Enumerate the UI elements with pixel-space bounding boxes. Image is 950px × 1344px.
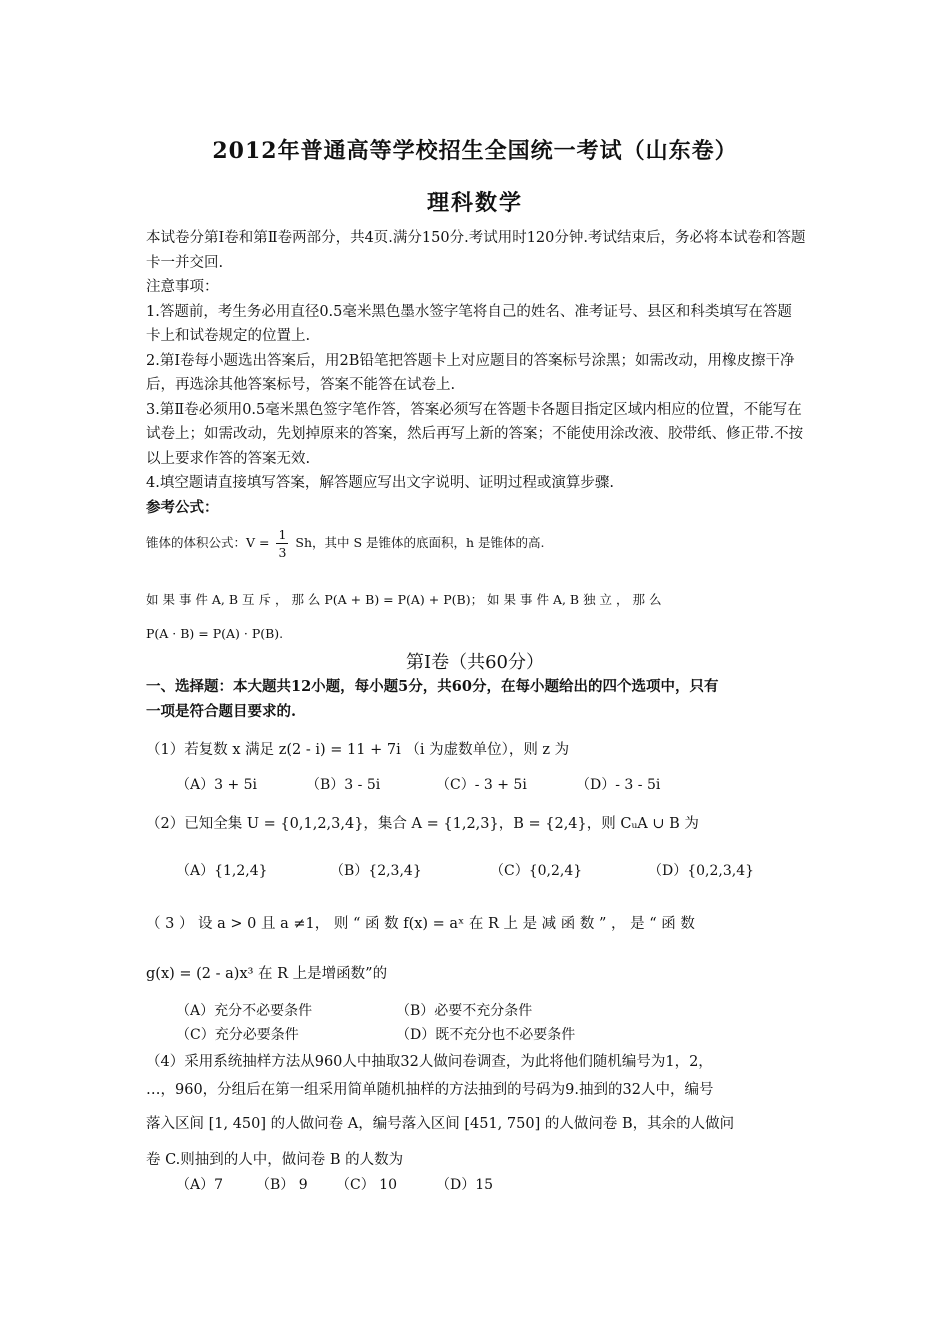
- question-2-option-b: （B）{2,3,4}: [330, 863, 422, 879]
- fraction-numerator: 1: [278, 527, 287, 542]
- question-1-option-c: （C）- 3 + 5i: [436, 777, 527, 793]
- notice-item: 2.第Ⅰ卷每小题选出答案后，用2B铅笔把答题卡上对应题目的答案标号涂黑；如需改动，用橡皮擦干净后，再选涂其他答案标号，答案不能答在试卷上.: [146, 352, 795, 393]
- choice-heading-line: 一、选择题：本大题共12小题，每小题5分，共60分，在每小题给出的四个选项中，只有: [146, 678, 719, 695]
- question-2-option-d: （D）{0,2,3,4}: [648, 863, 755, 879]
- fraction-one-third: [276, 526, 288, 561]
- section-title: 第Ⅰ卷（共60分）: [405, 652, 544, 673]
- question-1-option-b: （B）3 - 5i: [306, 777, 381, 793]
- question-4-option-a: （A）7: [176, 1177, 224, 1193]
- notice-heading: 注意事项：: [146, 279, 219, 295]
- formula-cone-prefix: 锥体的体积公式：V =: [146, 535, 270, 550]
- question-4-stem-line3: 落入区间 [1, 450] 的人做问卷 A，编号落入区间 [451, 750] 的人做问卷 B，其余的人做问: [146, 1116, 735, 1132]
- question-1-stem: （1）若复数 x 满足 z(2 - i) = 11 + 7i （i 为虚数单位），则 z 为: [146, 742, 570, 758]
- formula-cone-suffix: Sh，其中 S 是锥体的底面积，h 是锥体的高.: [295, 535, 545, 550]
- question-4-stem-line2: …，960，分组后在第一组采用简单随机抽样的方法抽到的号码为9.抽到的32人中，编号: [146, 1082, 714, 1098]
- formula-heading: 参考公式：: [146, 498, 219, 516]
- intro-text: 本试卷分第Ⅰ卷和第Ⅱ卷两部分，共4页.满分150分.考试用时120分钟.考试结束后，务必将本试卷和答题卡一并交回.: [146, 230, 806, 271]
- notice-item: 4.填空题请直接填写答案，解答题应写出文字说明、证明过程或演算步骤.: [146, 475, 614, 491]
- choice-heading-line: 一项是符合题目要求的.: [146, 702, 297, 720]
- question-1-option-d: （D）- 3 - 5i: [576, 777, 661, 793]
- formula-event-line2: P(A · B) = P(A) · P(B).: [146, 626, 284, 641]
- exam-subtitle: 理科数学: [426, 190, 523, 216]
- question-4-stem-line4: 卷 C.则抽到的人中，做问卷 B 的人数为: [146, 1152, 404, 1168]
- question-3-option-d: （D）既不充分也不必要条件: [396, 1027, 576, 1043]
- question-3-stem-line2: g(x) = (2 - a)x³ 在 R 上是增函数”的: [146, 966, 388, 982]
- question-4-option-b: （B） 9: [256, 1177, 308, 1193]
- exam-title: 2012年普通高等学校招生全国统一考试（山东卷）: [212, 138, 738, 164]
- question-2-option-c: （C）{0,2,4}: [490, 863, 583, 879]
- question-2-option-a: （A）{1,2,4}: [176, 863, 268, 879]
- question-3-option-a: （A）充分不必要条件: [176, 1003, 313, 1019]
- question-4-stem-line1: （4）采用系统抽样方法从960人中抽取32人做问卷调查，为此将他们随机编号为1，2，: [146, 1054, 713, 1070]
- question-1-option-a: （A）3 + 5i: [176, 777, 258, 793]
- choice-heading: [146, 675, 806, 724]
- notice-item: 3.第Ⅱ卷必须用0.5毫米黑色签字笔作答，答案必须写在答题卡各题目指定区域内相应的位置，不能写在试卷上；如需改动，先划掉原来的答案，然后再写上新的答案；不能使用涂改液、胶带纸、修正带.不按以上要求作答的答案无效.: [146, 401, 804, 467]
- question-2-stem: （2）已知全集 U = {0,1,2,3,4}，集合 A = {1,2,3}，B = {2,4}，则 CᵤA ∪ B 为: [146, 816, 699, 832]
- fraction-denominator: 3: [278, 545, 287, 560]
- question-4-option-c: （C） 10: [336, 1177, 397, 1193]
- question-4-option-d: （D）15: [436, 1177, 494, 1193]
- notice-item: 1.答题前，考生务必用直径0.5毫米黑色墨水签字笔将自己的姓名、准考证号、县区和科类填写在答题卡上和试卷规定的位置上.: [146, 303, 792, 344]
- question-3-stem-line1: （ 3 ） 设 a > 0 且 a ≠1， 则 “ 函 数 f(x) = aˣ 在 R 上 是 减 函 数 ” ， 是 “ 函 数: [146, 916, 695, 932]
- formula-cone: [146, 526, 806, 561]
- question-3-option-b: （B）必要不充分条件: [396, 1003, 533, 1019]
- question-3-option-c: （C）充分必要条件: [176, 1027, 299, 1043]
- instructions-block: [146, 226, 806, 520]
- formula-event-line1: 如 果 事 件 A, B 互 斥 ， 那 么 P(A + B) = P(A) + P(B)； 如 果 事 件 A, B 独 立 ， 那 么: [146, 592, 662, 607]
